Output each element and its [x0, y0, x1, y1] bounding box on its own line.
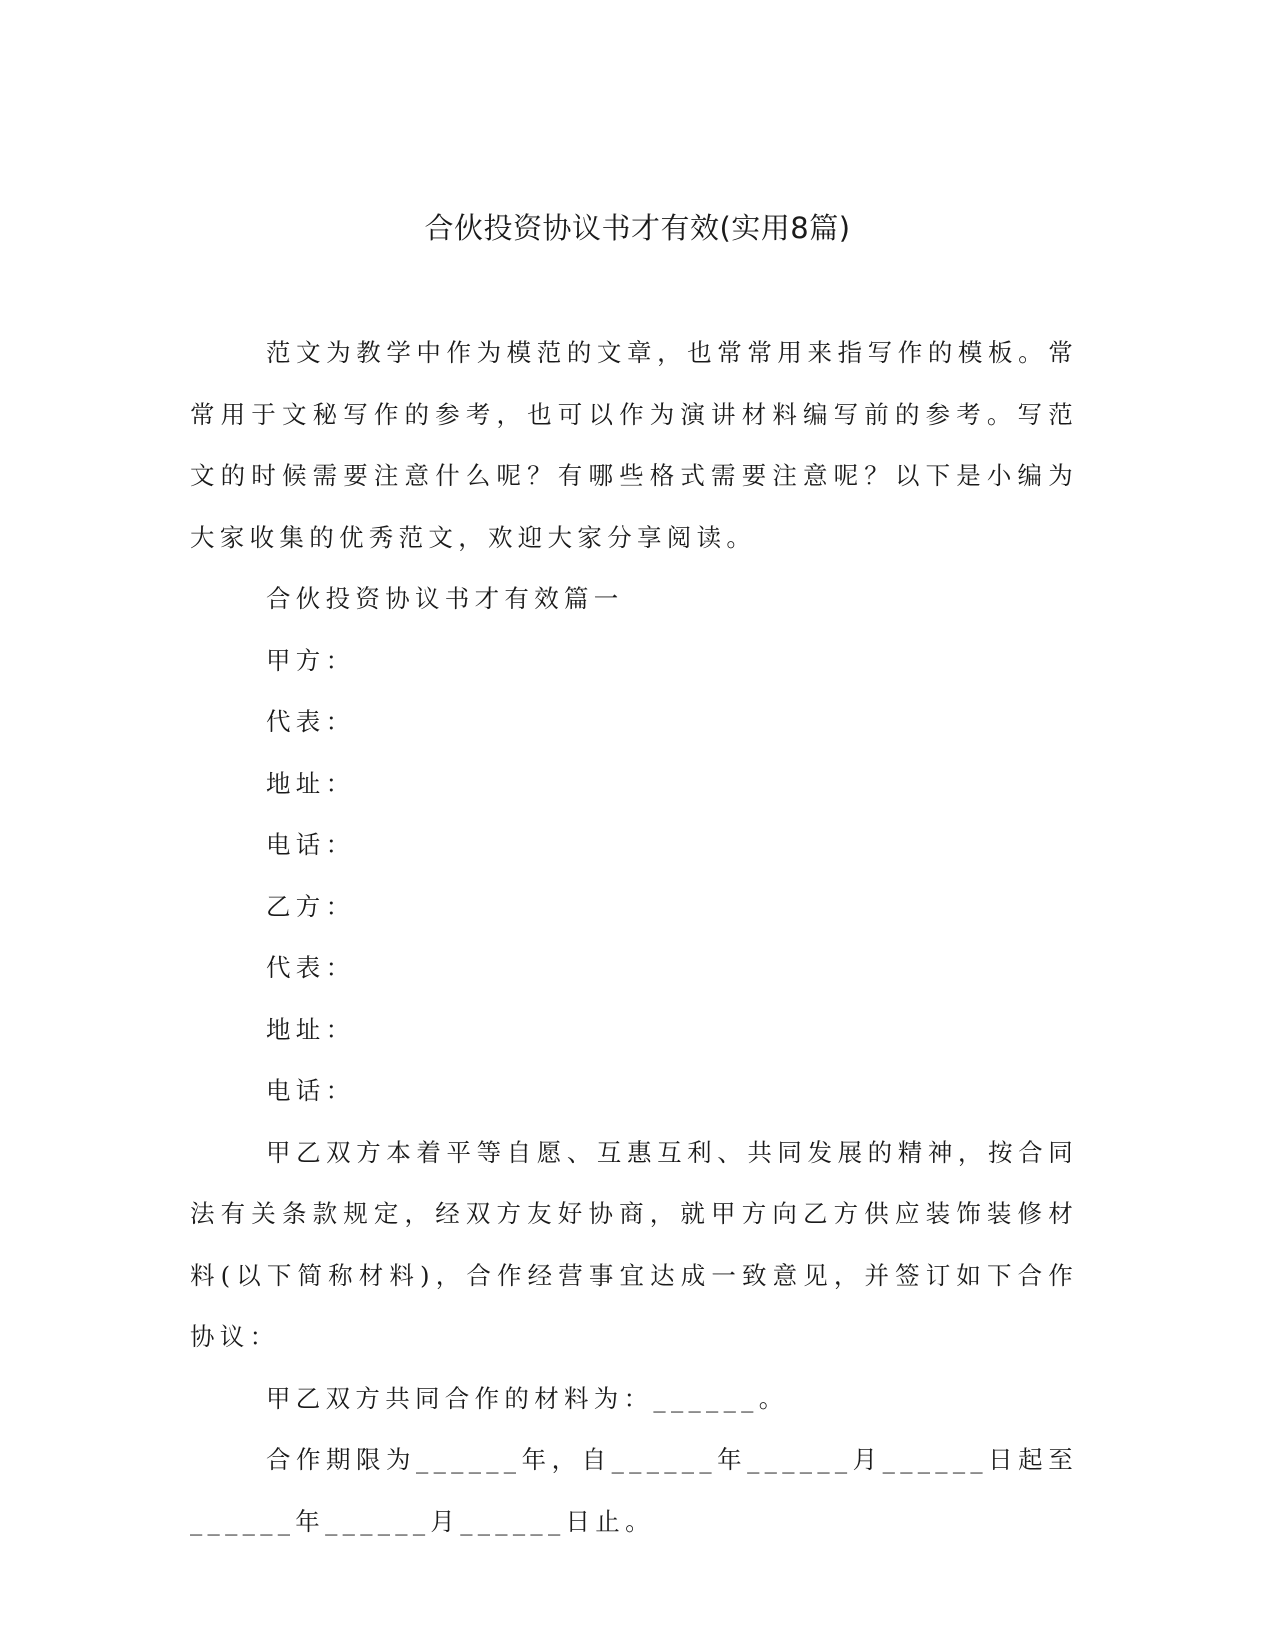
party-a-address: 地址： [266, 768, 356, 798]
document-title: 合伙投资协议书才有效(实用8篇) [424, 211, 851, 245]
document-body [190, 322, 1078, 1552]
party-b-representative: 代表： [266, 953, 356, 982]
party-a-label: 甲方： [266, 645, 356, 675]
party-a-representative: 代表： [266, 707, 356, 736]
section-heading: 合伙投资协议书才有效篇一 [266, 584, 624, 613]
term-clause: 合作期限为______年，自______年______月______日起至______年______月______日止。 [190, 1445, 1078, 1536]
intro-paragraph: 范文为教学中作为模范的文章，也常常用来指写作的模板。常常用于文秘写作的参考，也可以作为演讲材料编写前的参考。写范文的时候需要注意什么呢？有哪些格式需要注意呢？以下是小编为大家收集的优秀范文，欢迎大家分享阅读。 [190, 338, 1078, 552]
agreement-preamble: 甲乙双方本着平等自愿、互惠互利、共同发展的精神，按合同法有关条款规定，经双方友好协商，就甲方向乙方供应装饰装修材料(以下简称材料)，合作经营事宜达成一致意见，并签订如下合作协议： [190, 1137, 1078, 1351]
party-a-phone: 电话： [266, 830, 356, 859]
material-clause: 甲乙双方共同合作的材料为：______。 [266, 1383, 789, 1413]
party-b-address: 地址： [266, 1014, 356, 1044]
party-b-phone: 电话： [266, 1076, 356, 1105]
party-b-label: 乙方： [266, 891, 356, 921]
